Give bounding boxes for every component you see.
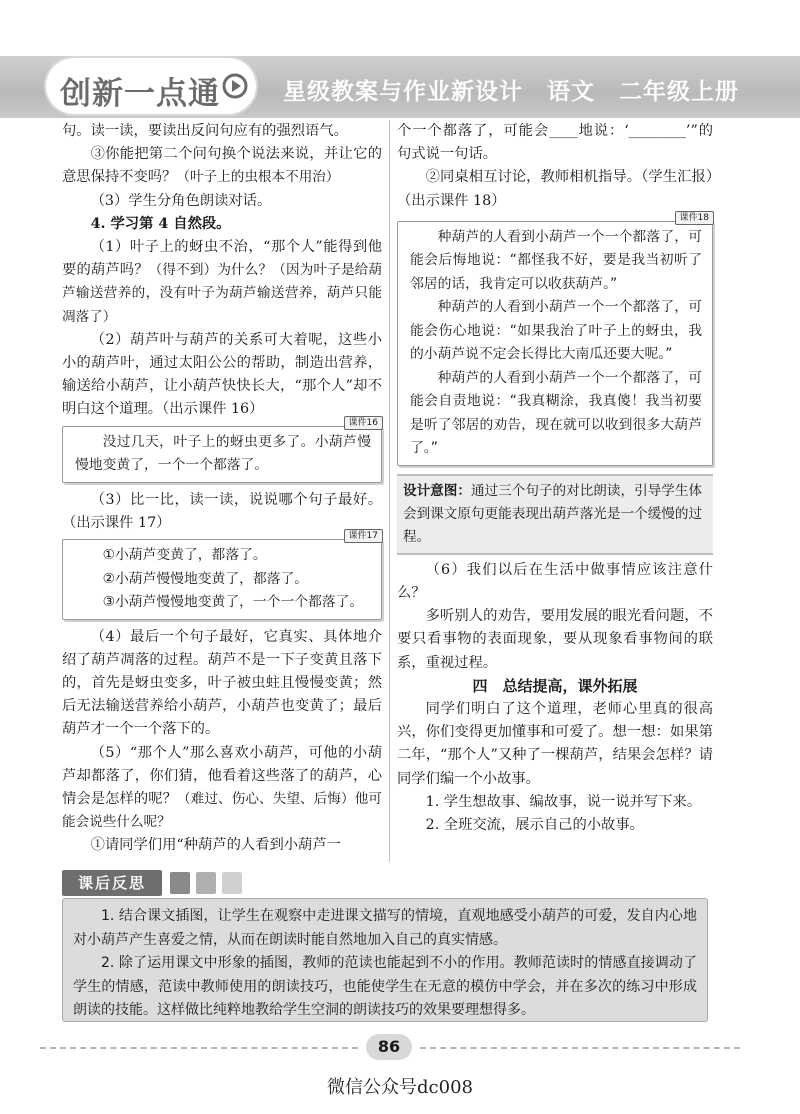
right-column <box>397 120 713 837</box>
list-item: 2. 全班交流，展示自己的小故事。 <box>425 817 644 834</box>
courseware-tag: 课件16 <box>344 416 383 430</box>
reflection-paragraph: 2. 除了运用课文中形象的插图，教师的范读也能起到不小的作用。教师范读时的情感直接调动了学生的情感，范读中教师使用的朗读技巧，也能使学生在无意的模仿中学会，并在多次的练习中形成朗读的技能。这样做比纯粹地教给学生空洞的朗读技巧的效果要理想得多。 <box>73 955 697 1018</box>
paragraph: 个一个都落了，可能会____地说：‘________’”的句式说一句话。 <box>397 123 713 163</box>
brand-title: 创新一点通 <box>60 76 220 112</box>
reflection-box <box>62 898 708 1022</box>
courseware-tag: 课件18 <box>675 211 714 225</box>
box-line: ①小葫芦变黄了，都落了。 <box>102 547 267 564</box>
box-text: 没过几天，叶子上的蚜虫更多了。小葫芦慢慢地变黄了，一个一个都落了。 <box>75 433 371 474</box>
courseware-box-17 <box>62 531 382 620</box>
paragraph: ②同桌相互讨论，教师相机指导。（学生汇报）（出示课件 18） <box>397 169 713 209</box>
subheading: 4. 学习第 4 自然段。 <box>90 215 231 232</box>
footer-rule-right <box>420 1047 740 1049</box>
courseware-box-16 <box>62 417 382 483</box>
paragraph: 同学们明白了这个道理，老师心里真的很高兴，你们变得更加懂事和可爱了。想一想：如果第二年，“那个人”又种了一棵葫芦，结果会怎样？请同学们编一个小故事。 <box>397 701 713 787</box>
box-line: ③小葫芦慢慢地变黄了，一个一个都落了。 <box>102 594 364 611</box>
design-intent <box>397 474 713 555</box>
play-arrow-icon <box>222 73 248 99</box>
paragraph: （4）最后一个句子最好，它真实、具体地介绍了葫芦凋落的过程。葫芦不是一下子变黄且落下的，首先是蚜虫变多，叶子被虫蛀且慢慢变黄；然后无法输送营养给小葫芦，小葫芦也变黄了；最后葫芦才一个一个落下的。 <box>62 628 382 738</box>
list-item: 1. 学生想故事、编故事，说一说并写下来。 <box>425 793 702 810</box>
footer-rule-left <box>40 1047 358 1049</box>
box-line: ②小葫芦慢慢地变黄了，都落了。 <box>102 570 309 587</box>
deco-square <box>196 872 216 894</box>
deco-square <box>170 872 190 894</box>
paragraph: ①请同学们用“种葫芦的人看到小葫芦一 <box>90 837 341 854</box>
page-number: 86 <box>366 1034 412 1060</box>
paragraph: （1）叶子上的蚜虫不治，“那个人”能得到他要的葫芦吗？（得不到）为什么？（因为叶子是给葫芦输送营养的，没有叶子为葫芦输送营养，葫芦只能凋落了） <box>62 239 383 325</box>
box-text: 种葫芦的人看到小葫芦一个一个都落了，可能会自责地说：“我真糊涂，我真傻！我当初要是听了邻居的劝告，现在就可以收到很多大葫芦了。” <box>410 369 702 457</box>
watermark-caption: 微信公众号dc008 <box>327 1077 473 1098</box>
paragraph: （3）学生分角色朗读对话。 <box>90 192 272 209</box>
column-divider <box>389 120 390 862</box>
courseware-box-18 <box>397 212 713 466</box>
paragraph: ③你能把第二个问句换个说法来说，并让它的意思保持不变吗？（叶子上的虫根本不用治） <box>62 146 382 186</box>
courseware-tag: 课件17 <box>344 529 383 543</box>
box-text: 种葫芦的人看到小葫芦一个一个都落了，可能会伤心地说：“如果我治了叶子上的蚜虫，我的小葫芦说不定会长得比大南瓜还要大呢。” <box>410 299 702 363</box>
deco-square <box>222 872 242 894</box>
design-label: 设计意图： <box>403 482 471 499</box>
reflection-title: 课后反思 <box>62 870 162 896</box>
paragraph: （3）比一比，读一读，说说哪个句子最好。（出示课件 17） <box>62 491 382 531</box>
paragraph: 多听别人的劝告，要用发展的眼光看问题，不要只看事物的表面现象，要从现象看事物间的联系，重视过程。 <box>397 608 713 671</box>
design-text: 通过三个句子的对比朗读，引导学生体会到课文原句更能表现出葫芦落光是一个缓慢的过程。 <box>403 482 703 545</box>
left-column <box>62 120 382 858</box>
book-title: 星级教案与作业新设计 语文 二年级上册 <box>283 79 739 105</box>
section-heading: 四 总结提高，课外拓展 <box>472 676 638 695</box>
box-text: 种葫芦的人看到小葫芦一个一个都落了，可能会后悔地说：“都怪我不好，要是我当初听了邻居的话，我肯定可以收获葫芦。” <box>410 228 702 292</box>
paragraph: （5）“那个人”那么喜欢小葫芦，可他的小葫芦却都落了，你们猜，他看着这些落了的葫芦，心情会是怎样的呢？（难过、伤心、失望、后悔）他可能会说些什么呢？ <box>62 744 382 831</box>
reflection-paragraph: 1. 结合课文插图，让学生在观察中走进课文描写的情境，直观地感受小葫芦的可爱，发自内心地对小葫芦产生喜爱之情，从而在朗读时能自然地加入自己的真实情感。 <box>73 908 697 948</box>
paragraph: （6）我们以后在生活中做事情应该注意什么？ <box>397 561 713 602</box>
paragraph: 句。读一读，要读出反问句应有的强烈语气。 <box>62 123 348 139</box>
paragraph: （2）葫芦叶与葫芦的关系可大着呢，这些小小的葫芦叶，通过太阳公公的帮助，制造出营养，输送给小葫芦，让小葫芦快快长大，“那个人”却不明白这个道理。（出示课件 16） <box>62 331 382 418</box>
